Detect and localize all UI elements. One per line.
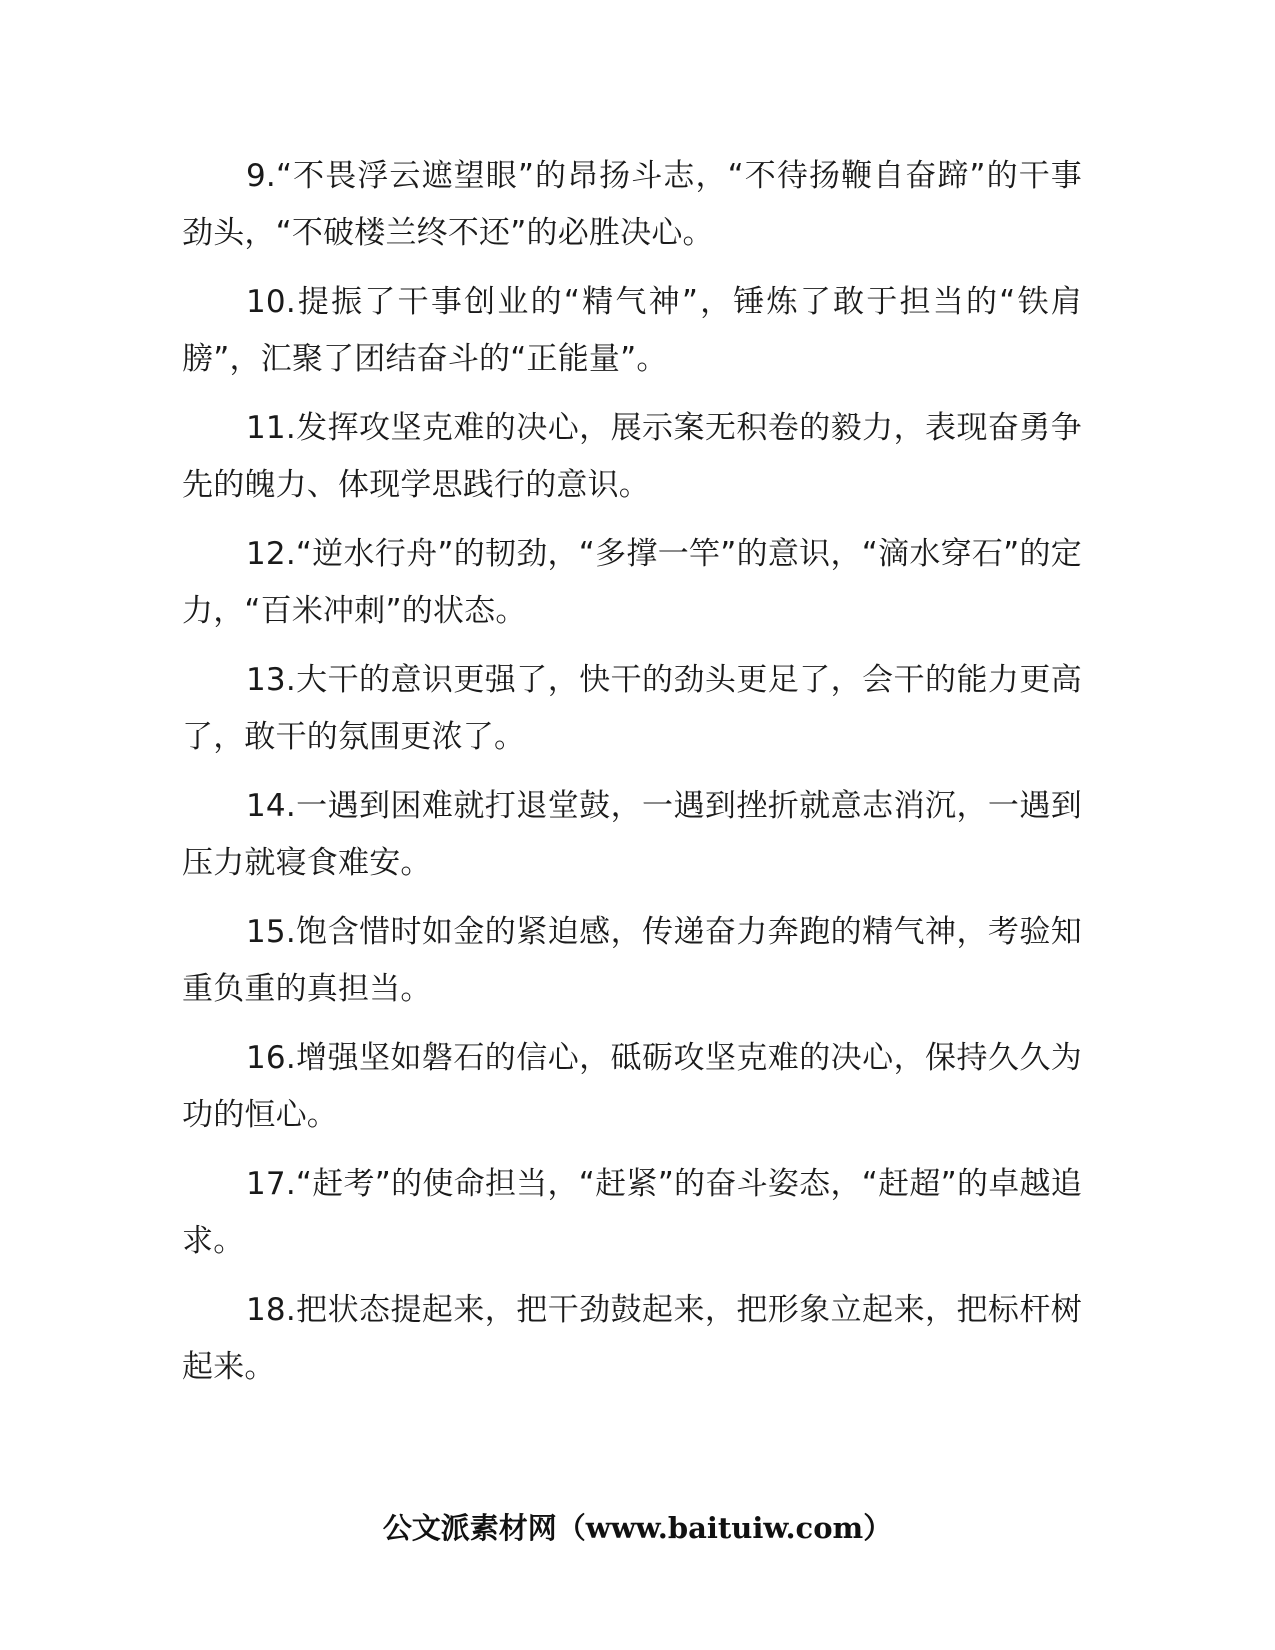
paragraph-10: 10.提振了干事创业的“精气神”，锤炼了敢于担当的“铁肩膀”，汇聚了团结奋斗的“正能量”。	[182, 284, 1082, 377]
paragraph-15: 15.饱含惜时如金的紧迫感，传递奋力奔跑的精气神，考验知重负重的真担当。	[182, 914, 1082, 1007]
paragraph-18: 18.把状态提起来，把干劲鼓起来，把形象立起来，把标杆树起来。	[182, 1292, 1082, 1385]
paragraph-11: 11.发挥攻坚克难的决心，展示案无积卷的毅力，表现奋勇争先的魄力、体现学思践行的意识。	[182, 410, 1082, 503]
document-body	[182, 148, 1082, 1408]
page-footer-source: 公文派素材网（www.baituiw.com）	[382, 1511, 893, 1545]
paragraph-16: 16.增强坚如磐石的信心，砥砺攻坚克难的决心，保持久久为功的恒心。	[182, 1040, 1082, 1133]
paragraph-14: 14.一遇到困难就打退堂鼓，一遇到挫折就意志消沉，一遇到压力就寝食难安。	[182, 788, 1082, 881]
paragraph-9: 9.“不畏浮云遮望眼”的昂扬斗志，“不待扬鞭自奋蹄”的干事劲头，“不破楼兰终不还”的必胜决心。	[182, 158, 1082, 251]
paragraph-12: 12.“逆水行舟”的韧劲，“多撑一竿”的意识，“滴水穿石”的定力，“百米冲刺”的状态。	[182, 536, 1082, 629]
paragraph-13: 13.大干的意识更强了，快干的劲头更足了，会干的能力更高了，敢干的氛围更浓了。	[182, 662, 1082, 755]
paragraph-17: 17.“赶考”的使命担当，“赶紧”的奋斗姿态，“赶超”的卓越追求。	[182, 1166, 1082, 1259]
